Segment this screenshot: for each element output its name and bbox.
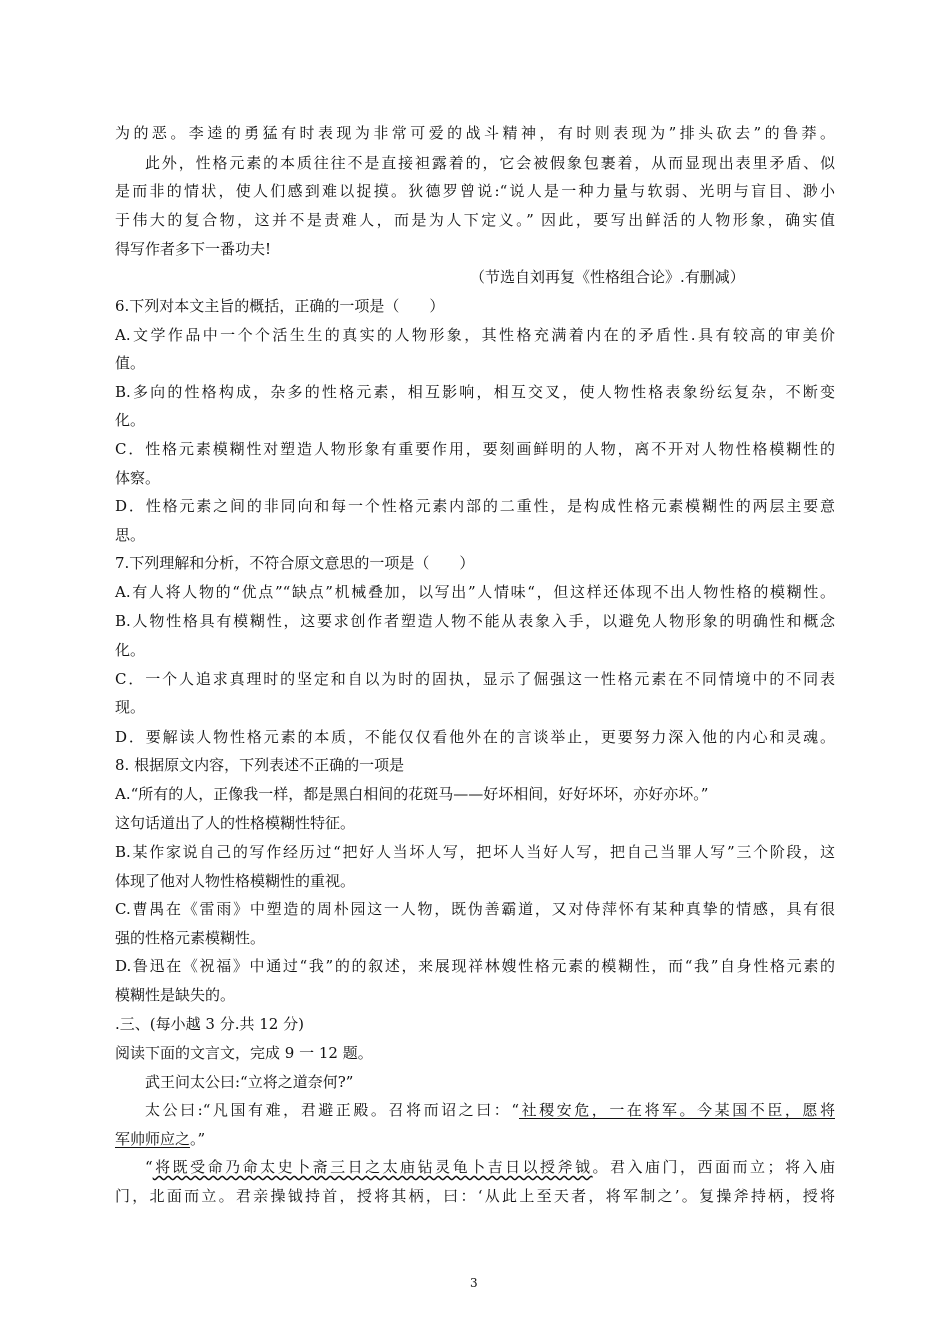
text-line: 于伟大的复合物，这并不是责难人，而是为人下定义。” 因此，要写出鲜活的人物形象，确实值 [115, 211, 835, 229]
option-line: D．性格元素之间的非同向和每一个性格元素内部的二重性，是构成性格元素模糊性的两层主要意 [115, 497, 835, 515]
source-citation: （节选自刘再复《性格组合论》.有删减） [470, 268, 745, 286]
option-line: 思。 [115, 526, 146, 544]
text-segment: 太公曰:“凡国有难，君避正殿。召将而诏之曰：“ [145, 1101, 520, 1119]
question-6: 6.下列对本文主旨的概括，正确的一项是（ ） [115, 297, 445, 315]
underlined-segment: 军帅师应之 [115, 1130, 191, 1148]
text-segment: 。” [190, 1130, 206, 1148]
question-7: 7.下列理解和分析，不符合原文意思的一项是（ ） [115, 554, 475, 572]
question-8: 8. 根据原文内容，下列表述不正确的一项是 [115, 756, 405, 774]
option-line: C．性格元素模糊性对塑造人物形象有重要作用，要刻画鲜明的人物，离不开对人物性格模糊性的 [115, 440, 835, 458]
option-line: B.某作家说自己的写作经历过“把好人当坏人写，把坏人当好人写，把自己当罪人写”三个阶段，这 [115, 843, 835, 861]
option-line: 强的性格元素模糊性。 [115, 929, 266, 947]
option-line: 体现了他对人物性格模糊性的重视。 [115, 872, 356, 890]
option-line: 化。 [115, 641, 146, 659]
option-line: 化。 [115, 411, 146, 429]
section-heading: .三、(每小越 3 分.共 12 分) [115, 1015, 304, 1033]
text-line: 为的恶。李逵的勇猛有时表现为非常可爱的战斗精神，有时则表现为”排头砍去”的鲁莽。 [115, 124, 835, 142]
option-line: D．要解读人物性格元素的本质，不能仅仅看他外在的言谈举止，更要努力深入他的内心和灵魂。 [115, 728, 835, 746]
option-line: 体察。 [115, 469, 161, 487]
text-line: 是而非的情状，使人们感到难以捉摸。狄德罗曾说:“说人是一种力量与软弱、光明与盲目、渺小 [115, 182, 835, 200]
instruction: 阅读下面的文言文，完成 9 一 12 题。 [115, 1044, 373, 1062]
option-line: B.多向的性格构成，杂多的性格元素，相互影响，相互交叉，使人物性格表象纷纭复杂，不断变 [115, 383, 835, 401]
page-number: 3 [470, 1276, 478, 1290]
classical-text-line [115, 1129, 835, 1149]
option-line: A.“所有的人，正像我一样，都是黑白相间的花斑马——好坏相间，好好坏坏，亦好亦坏。” [115, 785, 709, 803]
option-line: C．一个人追求真理时的坚定和自以为时的固执，显示了倔强这一性格元素在不同情境中的不同表 [115, 670, 835, 688]
option-line: C.曹禺在《雷雨》中塑造的周朴园这一人物，既伪善霸道，又对侍萍怀有某种真挚的情感，具有很 [115, 900, 835, 918]
option-line: 模糊性是缺失的。 [115, 986, 236, 1004]
classical-text-line [115, 1100, 835, 1120]
underlined-segment: 社稷安危，一在将军。今某国不臣，愿将 [519, 1101, 835, 1119]
option-line: B.人物性格具有模糊性，这要求创作者塑造人物不能从表象入手，以避免人物形象的明确性和概念 [115, 612, 835, 630]
text-segment: 。君入庙门，西面而立；将入庙 [592, 1158, 835, 1176]
classical-text-line: 门，北面而立。君亲操钺持首，授将其柄，曰：‘从此上至天者，将军制之’。复操斧持柄，授将 [115, 1187, 835, 1205]
option-line: A.有人将人物的“优点”“缺点”机械叠加，以写出”人情味“，但这样还体现不出人物性格的模糊性。 [115, 583, 835, 601]
option-line: D.鲁迅在《祝福》中通过“我”的的叙述，来展现祥林嫂性格元素的模糊性，而“我”自身性格元素的 [115, 957, 835, 975]
classical-text-line [115, 1157, 835, 1177]
wavy-underlined-segment: 将既受命乃命太史卜斋三日之太庙钻灵龟卜吉日以授斧钺 [152, 1158, 593, 1176]
option-line: 这句话道出了人的性格模糊性特征。 [115, 814, 356, 832]
text-line: 此外，性格元素的本质往往不是直接袒露着的，它会被假象包裹着，从而显现出表里矛盾、似 [145, 154, 835, 172]
text-line: 得写作者多下一番功夫! [115, 240, 272, 258]
text-segment: “ [145, 1158, 153, 1176]
option-line: A.文学作品中一个个活生生的真实的人物形象，其性格充满着内在的矛盾性.具有较高的审美价 [115, 326, 835, 344]
classical-text-line: 武王问太公曰:“立将之道奈何?” [145, 1073, 354, 1091]
option-line: 值。 [115, 354, 146, 372]
option-line: 现。 [115, 698, 146, 716]
